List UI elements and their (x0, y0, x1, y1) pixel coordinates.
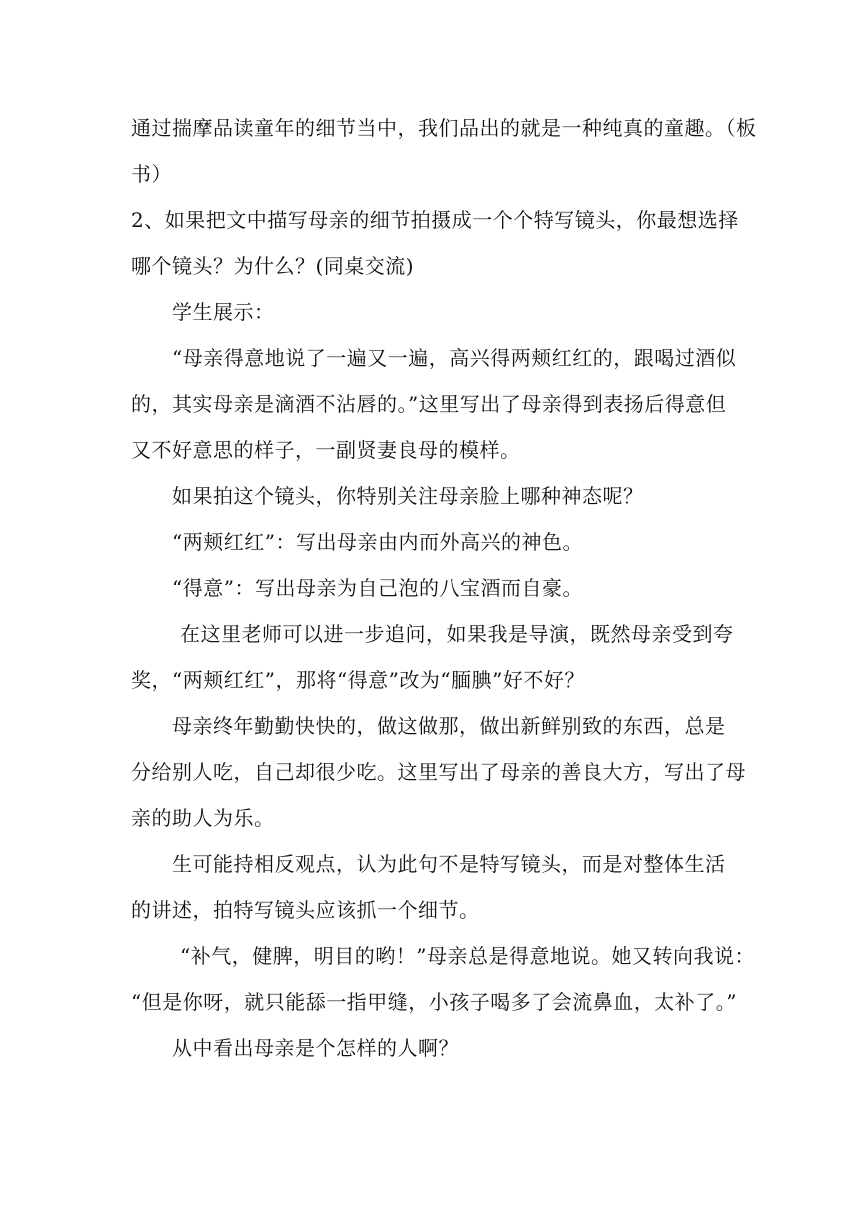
text-line: 的讲述，拍特写镜头应该抓一个细节。 (131, 898, 480, 922)
text-line: “两颊红红”：写出母亲由内而外高兴的神色。 (172, 530, 583, 554)
text-line: 亲的助人为乐。 (131, 806, 275, 830)
text-line: 如果拍这个镜头，你特别关注母亲脸上哪种神态呢？ (172, 484, 644, 508)
text-line: 2、如果把文中描写母亲的细节拍摄成一个个特写镜头，你最想选择 (131, 208, 739, 232)
text-line: 学生展示： (172, 300, 275, 324)
text-line: 生可能持相反观点，认为此句不是特写镜头，而是对整体生活 (172, 852, 726, 876)
text-line: 奖，“两颊红红”，那将“得意”改为“腼腆”好不好？ (131, 668, 585, 692)
text-line: “母亲得意地说了一遍又一遍，高兴得两颊红红的，跟喝过酒似 (172, 346, 737, 370)
text-line: 又不好意思的样子，一副贤妻良母的模样。 (131, 438, 521, 462)
text-line: “但是你呀，就只能舔一指甲缝，小孩子喝多了会流鼻血，太补了。” (131, 990, 737, 1014)
text-line: 书） (131, 162, 172, 186)
text-line: “补气，健脾，明目的哟！”母亲总是得意地说。她又转向我说： (180, 944, 755, 968)
text-line: 通过揣摩品读童年的细节当中，我们品出的就是一种纯真的童趣。（板 (131, 116, 757, 140)
text-line: 的，其实母亲是滴酒不沾唇的。”这里写出了母亲得到表扬后得意但 (131, 392, 727, 416)
text-line: 母亲终年勤勤快快的，做这做那，做出新鲜别致的东西，总是 (172, 714, 726, 738)
text-line: “得意”：写出母亲为自己泡的八宝酒而自豪。 (172, 576, 583, 600)
text-line: 在这里老师可以进一步追问，如果我是导演，既然母亲受到夸 (180, 622, 734, 646)
text-line: 分给别人吃，自己却很少吃。这里写出了母亲的善良大方，写出了母 (131, 760, 746, 784)
text-line: 从中看出母亲是个怎样的人啊？ (172, 1036, 459, 1060)
text-line: 哪个镜头？为什么？(同桌交流) (131, 254, 415, 278)
